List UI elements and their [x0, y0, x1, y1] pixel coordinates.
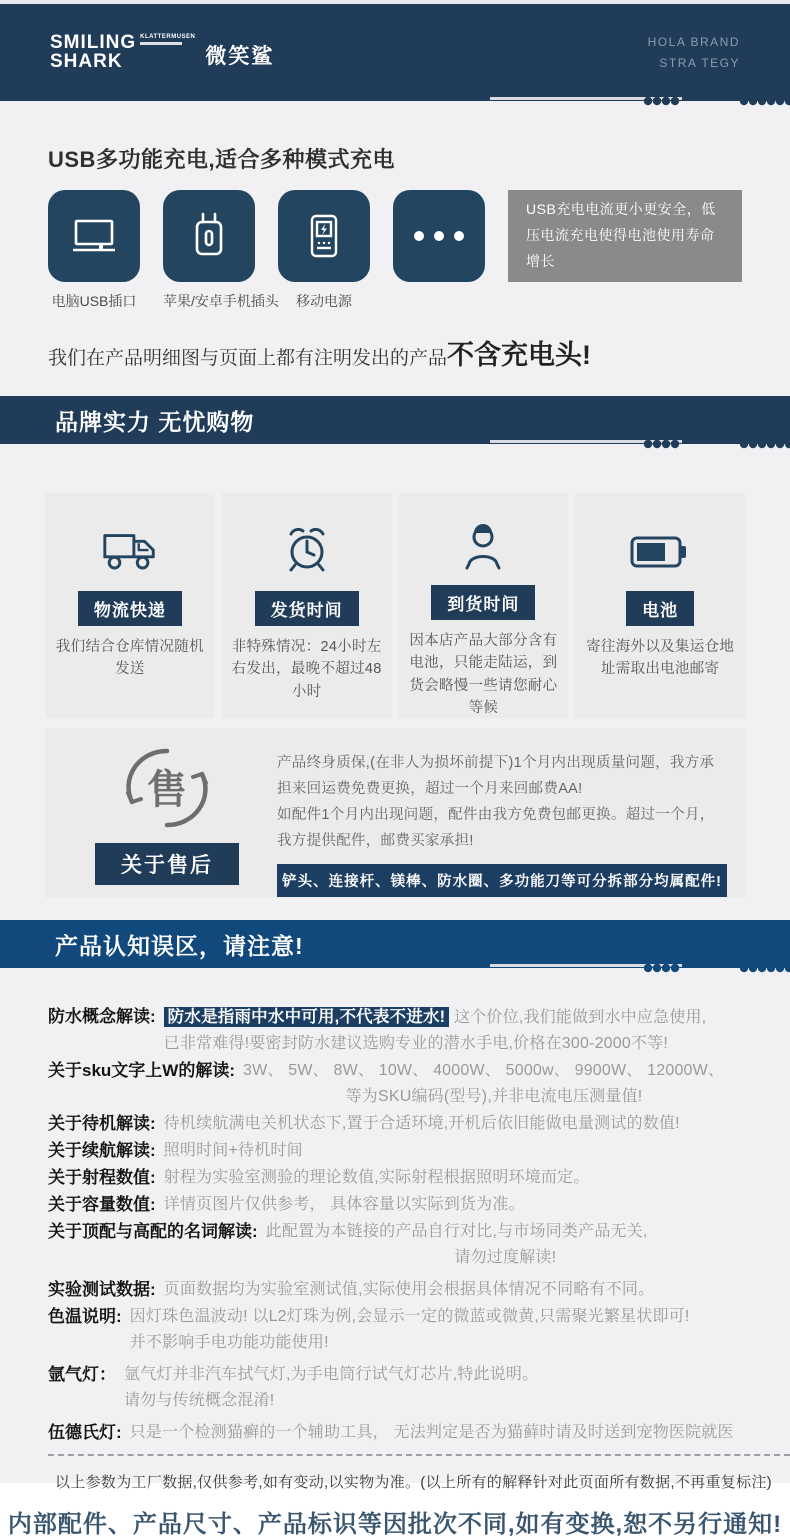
misconception-band-title: 产品认知误区，请注意! — [55, 932, 304, 959]
statement-bold: 不含充电头! — [447, 340, 592, 370]
card-text-arrival-time: 因本店产品大部分含有电池，只能走陆运，到货会略慢一些请您耐心等候 — [409, 633, 558, 717]
battery-icon — [628, 521, 692, 583]
row-waterproof — [48, 1004, 745, 1057]
row-text: 这个价位,我们能做到水中应急使用, — [454, 1009, 707, 1026]
row-line2: 等为SKU编码(型号),并非电流电压测量值! — [345, 1088, 643, 1105]
row-color-temp — [48, 1304, 745, 1356]
row-label: 关于顶配与高配的名词解读: — [48, 1222, 258, 1241]
row-text: 详情页图片仅供参考， 具体容量以实际到货为准。 — [163, 1196, 525, 1213]
row-text: 氩气灯并非汽车拭气灯,为手电筒行试气灯芯片,特此说明。 — [124, 1366, 539, 1383]
brand-line2: SHARK — [50, 50, 123, 72]
usb-charging-section — [0, 101, 790, 372]
after-sales-icon — [121, 744, 213, 837]
batch-change-notice: 内部配件、产品尺寸、产品标识等因批次不同,如有变换,恕不另行通知! — [7, 1511, 783, 1538]
row-label: 防水概念解读: — [48, 1007, 156, 1026]
brand-line1: SMILING — [50, 32, 137, 54]
card-text-ship-time: 非特殊情况：24小时左右发出，最晚不超过48小时 — [231, 639, 382, 700]
row-text: 3W、 5W、 8W、 10W、 4000W、 5000w、 9900W、 12000W、 — [243, 1062, 725, 1079]
card-battery — [575, 493, 745, 718]
row-label: 关于sku文字上W的解读: — [48, 1061, 235, 1080]
tile-label-power-bank: 移动电源 — [296, 293, 352, 309]
statement-normal: 我们在产品明细图与页面上都有注明发出的产品 — [48, 348, 448, 369]
brand-logo-en — [50, 34, 195, 70]
row-line2: 请勿与传统概念混淆! — [124, 1392, 275, 1409]
shark-fin-wave-icon — [490, 411, 790, 451]
after-sales-section — [45, 728, 745, 898]
card-text-battery: 寄往海外以及集运仓地址需取出电池邮寄 — [586, 639, 735, 678]
card-badge-arrival-time: 到货时间 — [431, 585, 535, 620]
row-label: 关于射程数值: — [48, 1168, 156, 1187]
usb-note-box: USB充电电流更小更安全，低压电流充电使得电池使用寿命增长 — [508, 190, 742, 282]
row-woods-lamp — [48, 1420, 745, 1446]
after-sales-left — [83, 742, 251, 898]
waterproof-highlight: 防水是指雨中水中可用,不代表不进水! — [164, 1007, 450, 1027]
after-sales-paragraph2: 如配件1个月内出现问题，配件由我方免费包邮更换。超过一个月，我方提供配件，邮费买家承担! — [277, 807, 715, 850]
accessories-notice-bar: 铲头、连接杆、镁棒、防水圈、多功能刀等可分拆部分均属配件! — [277, 864, 727, 897]
factory-data-note: 以上参数为工厂数据,仅供参考,如有变动,以实物为准。(以上所有的解释针对此页面所有数据,不再重复标注) — [55, 1474, 772, 1491]
truck-icon — [99, 521, 161, 583]
alarm-clock-icon — [279, 521, 335, 583]
row-label: 伍德氏灯: — [48, 1423, 122, 1442]
card-logistics — [45, 493, 215, 718]
tile-computer-usb — [48, 190, 140, 282]
no-charger-statement — [48, 333, 742, 372]
card-badge-ship-time: 发货时间 — [255, 591, 359, 626]
row-label: 色温说明: — [48, 1307, 122, 1326]
header-bar — [0, 4, 790, 101]
after-sales-character: 售 — [147, 768, 187, 812]
brand-logo — [50, 34, 274, 70]
row-text: 此配置为本链接的产品自行对比,与市场同类产品无关, — [265, 1223, 648, 1240]
card-badge-logistics: 物流快递 — [78, 591, 182, 626]
service-cards-row — [45, 493, 745, 718]
usb-section-title: USB多功能充电,适合多种模式充电 — [48, 147, 396, 172]
misconception-band — [0, 920, 790, 968]
row-line2: 并不影响手电功能功能使用! — [129, 1334, 329, 1351]
row-text: 待机续航满电关机状态下,置于合适环境,开机后依旧能做电量测试的数值! — [163, 1115, 680, 1132]
misconceptions-section — [0, 968, 790, 1446]
after-sales-badge: 关于售后 — [95, 843, 239, 885]
tile-label-more — [393, 291, 485, 311]
row-line2: 已非常难得!要密封防水建议选购专业的潜水手电,价格在300-2000不等! — [163, 1035, 669, 1052]
card-arrival-time — [399, 493, 569, 718]
power-bank-icon — [298, 210, 350, 262]
tile-label-phone-charger: 苹果/安卓手机插头 — [163, 293, 279, 309]
row-text: 因灯珠色温波动! 以L2灯珠为例,会显示一定的微蓝或微黄,只需聚光繁星状即可! — [129, 1308, 690, 1325]
charger-plug-icon — [183, 210, 235, 262]
after-sales-paragraph1: 产品终身质保,(在非人为损坏前提下)1个月内出现质量问题，我方承担来回运费免费更换，超过一个月来回邮费AA! — [277, 755, 715, 798]
row-sku-w — [48, 1058, 745, 1110]
row-label: 关于容量数值: — [48, 1195, 156, 1214]
row-label: 关于待机解读: — [48, 1114, 156, 1133]
tile-phone-charger — [163, 190, 255, 282]
row-label: 氩气灯： — [48, 1365, 116, 1384]
brand-strength-band — [0, 396, 790, 444]
brand-band-title: 品牌实力 无忧购物 — [55, 408, 255, 435]
row-top-config — [48, 1219, 745, 1271]
row-capacity — [48, 1192, 745, 1218]
card-ship-time — [222, 493, 392, 718]
row-text: 射程为实验室测验的理论数值,实际射程根据照明环境而定。 — [163, 1169, 590, 1186]
support-agent-icon — [455, 521, 511, 577]
tile-more-modes — [393, 190, 485, 282]
row-text: 只是一个检测猫癣的一个辅助工具， 无法判定是否为猫藓时请及时送到宠物医院就医 — [129, 1424, 734, 1441]
brand-small-text: KLATTERMUSEN — [140, 34, 195, 45]
row-label: 实验测试数据: — [48, 1280, 156, 1299]
header-slogan-line2: STRA TEGY — [659, 55, 740, 70]
card-text-logistics: 我们结合仓库情况随机发送 — [55, 639, 204, 678]
tile-power-bank — [278, 190, 370, 282]
tile-labels-row — [48, 291, 742, 311]
card-badge-battery: 电池 — [626, 591, 694, 626]
dashed-divider — [48, 1454, 790, 1456]
row-label: 关于续航解读: — [48, 1141, 156, 1160]
row-range — [48, 1165, 745, 1191]
tile-label-computer-usb: 电脑USB插口 — [51, 293, 137, 309]
ellipsis-icon — [414, 231, 464, 241]
row-text: 照明时间+待机时间 — [163, 1142, 303, 1159]
row-lab-data — [48, 1277, 745, 1303]
row-line2: 请勿过度解读! — [454, 1249, 557, 1266]
row-argon-lamp — [48, 1362, 745, 1414]
brand-small-bar — [140, 42, 182, 45]
header-slogan — [648, 32, 740, 73]
row-text: 页面数据均为实验室测试值,实际使用会根据具体情况不同略有不同。 — [163, 1281, 655, 1298]
header-slogan-line1: HOLA BRAND — [647, 35, 740, 50]
row-standby — [48, 1111, 745, 1137]
charging-mode-tiles — [48, 190, 742, 282]
monitor-icon — [68, 210, 120, 262]
row-endurance — [48, 1138, 745, 1164]
brand-chinese-name: 微笑鲨 — [205, 44, 275, 68]
after-sales-right — [277, 742, 735, 898]
